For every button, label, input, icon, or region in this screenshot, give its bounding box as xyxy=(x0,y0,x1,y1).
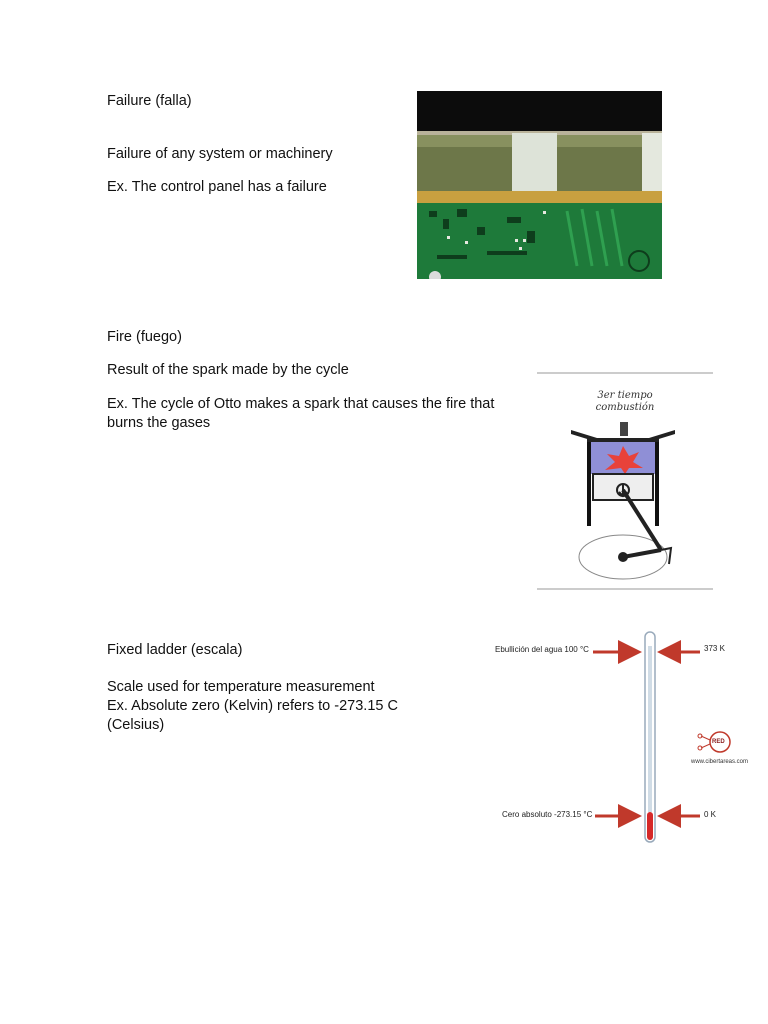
engine-caption-line1: 3er tiempo xyxy=(597,390,653,401)
boiling-point-label: Ebullición del agua 100 °C xyxy=(495,645,589,654)
thermometer-diagram xyxy=(495,628,757,846)
term-heading-fixed-ladder: Fixed ladder (escala) xyxy=(107,642,243,658)
engine-caption-line2: combustión xyxy=(595,402,655,413)
term-example-failure: Ex. The control panel has a failure xyxy=(107,179,327,195)
term-definition-fire: Result of the spark made by the cycle xyxy=(107,362,349,378)
boiling-kelvin-label: 373 K xyxy=(704,644,725,653)
term-example-fire: Ex. The cycle of Otto makes a spark that causes the fire that burns the gases xyxy=(107,396,495,431)
term-heading-failure: Failure (falla) xyxy=(107,93,192,109)
absolute-zero-kelvin-label: 0 K xyxy=(704,810,717,819)
control-panel-photo xyxy=(417,91,662,279)
term-heading-fire: Fire (fuego) xyxy=(107,329,182,345)
red-logo-icon: RED xyxy=(712,739,725,745)
term-definition-fixed-ladder: Scale used for temperature measurement Ex. Absolute zero (Kelvin) refers to -273.15 C (Celsius) xyxy=(107,679,398,733)
combustion-stroke-diagram xyxy=(537,372,713,590)
absolute-zero-label: Cero absoluto -273.15 °C xyxy=(502,810,593,819)
term-definition-failure: Failure of any system or machinery xyxy=(107,146,333,162)
site-url-label: www.cibertareas.com xyxy=(691,759,749,765)
